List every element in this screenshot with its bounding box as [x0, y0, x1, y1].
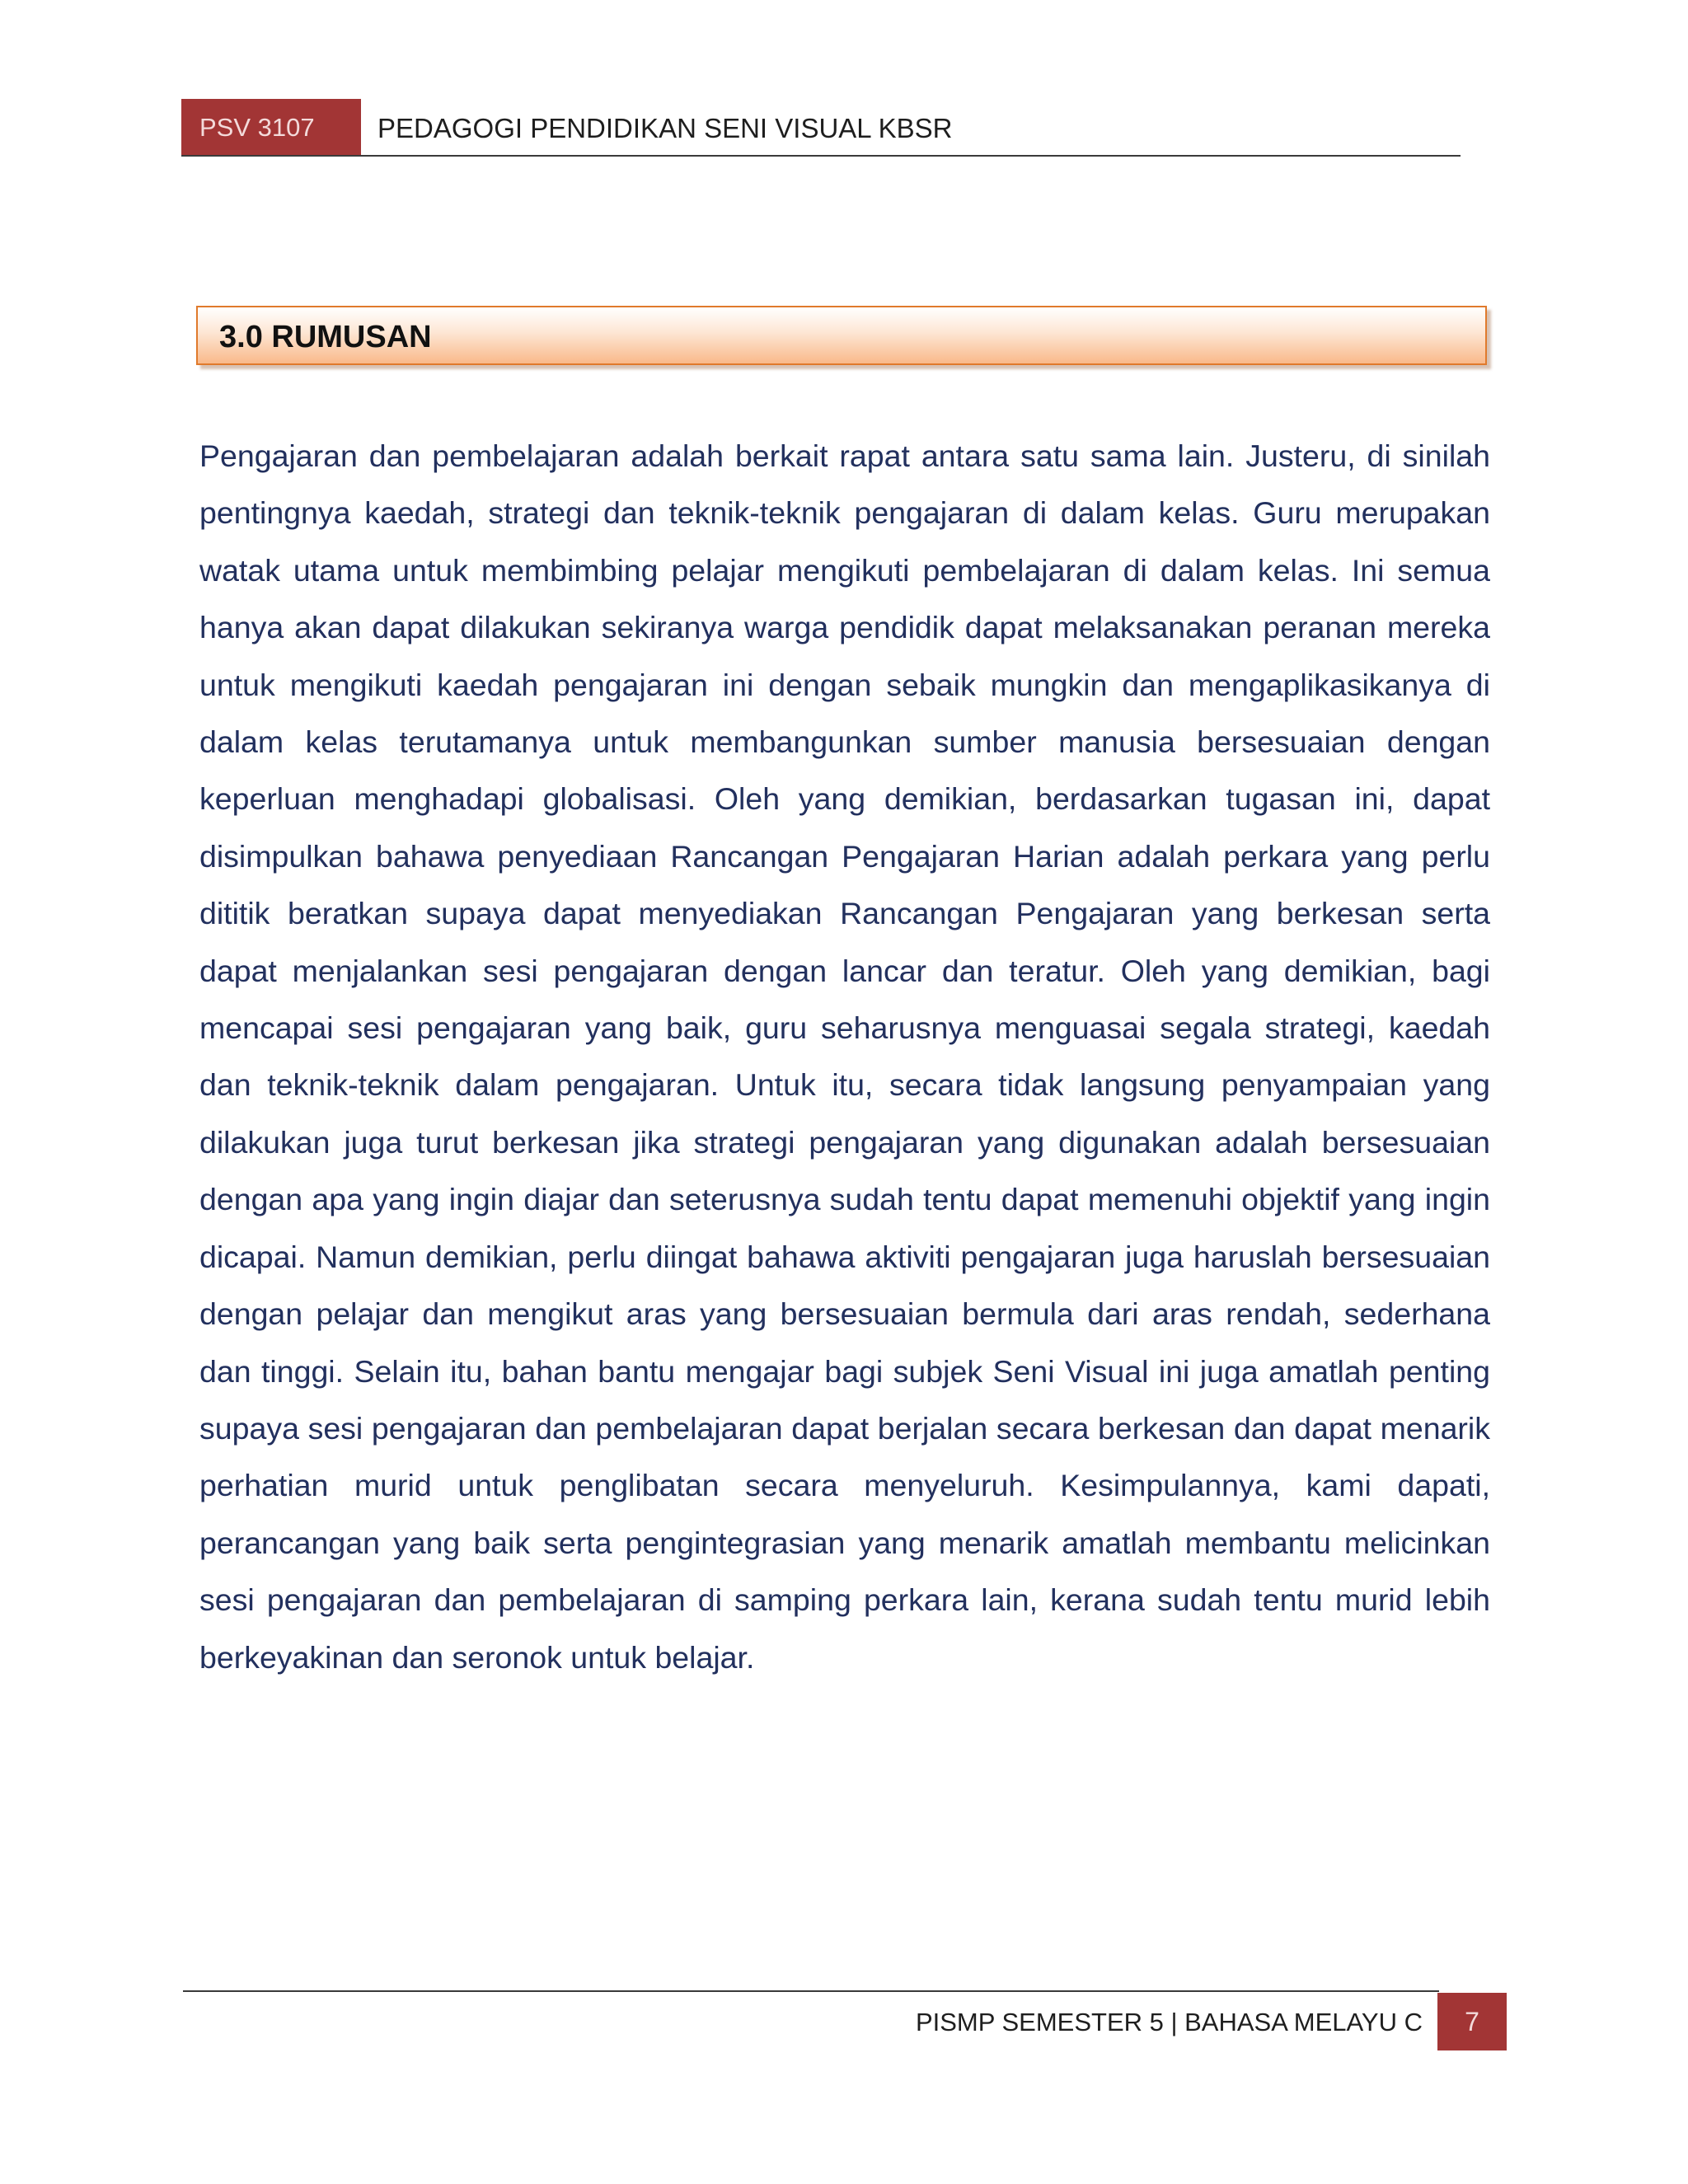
page-number: 7 [1437, 1993, 1507, 2050]
page-header [181, 99, 1461, 157]
section-heading-box [196, 306, 1487, 365]
body-paragraph: Pengajaran dan pembelajaran adalah berkait rapat antara satu sama lain. Justeru, di sinilah pentingnya kaedah, strategi dan teknik-teknik pengajaran di dalam kelas. Guru merupakan watak utama untuk membimbing pelajar mengikuti pembelajaran di dalam kelas. Ini semua hanya akan dapat dilakukan sekiranya warga pendidik dapat melaksanakan peranan mereka untuk mengikuti kaedah pengajaran ini dengan sebaik mungkin dan mengaplikasikanya di dalam kelas terutamanya untuk membangunkan sumber manusia bersesuaian dengan keperluan menghadapi globalisasi. Oleh yang demikian, berdasarkan tugasan ini, dapat disimpulkan bahawa penyediaan Rancangan Pengajaran Harian adalah perkara yang perlu dititik beratkan supaya dapat menyediakan Rancangan Pengajaran yang berkesan serta dapat menjalankan sesi pengajaran dengan lancar dan teratur. Oleh yang demikian, bagi mencapai sesi pengajaran yang baik, guru seharusnya menguasai segala strategi, kaedah dan teknik-teknik dalam pengajaran. Untuk itu, secara tidak langsung penyampaian yang dilakukan juga turut berkesan jika strategi pengajaran yang digunakan adalah bersesuaian dengan apa yang ingin diajar dan seterusnya sudah tentu dapat memenuhi objektif yang ingin dicapai. Namun demikian, perlu diingat bahawa aktiviti pengajaran juga haruslah bersesuaian dengan pelajar dan mengikut aras yang bersesuaian bermula dari aras rendah, sederhana dan tinggi. Selain itu, bahan bantu mengajar bagi subjek Seni Visual ini juga amatlah penting supaya sesi pengajaran dan pembelajaran dapat berjalan secara berkesan dan dapat menarik perhatian murid untuk penglibatan secara menyeluruh. Kesimpulannya, kami dapati, perancangan yang baik serta pengintegrasian yang menarik amatlah membantu melicinkan sesi pengajaran dan pembelajaran di samping perkara lain, kerana sudah tentu murid lebih berkeyakinan dan seronok untuk belajar. [199, 438, 1490, 1675]
section-heading: 3.0 RUMUSAN [219, 320, 432, 354]
header-divider [181, 155, 1461, 157]
course-title: PEDAGOGI PENDIDIKAN SENI VISUAL KBSR [377, 113, 953, 143]
course-code: PSV 3107 [181, 99, 361, 157]
footer-divider [183, 1990, 1439, 1992]
footer-label: PISMP SEMESTER 5 | BAHASA MELAYU C [915, 2008, 1423, 2036]
